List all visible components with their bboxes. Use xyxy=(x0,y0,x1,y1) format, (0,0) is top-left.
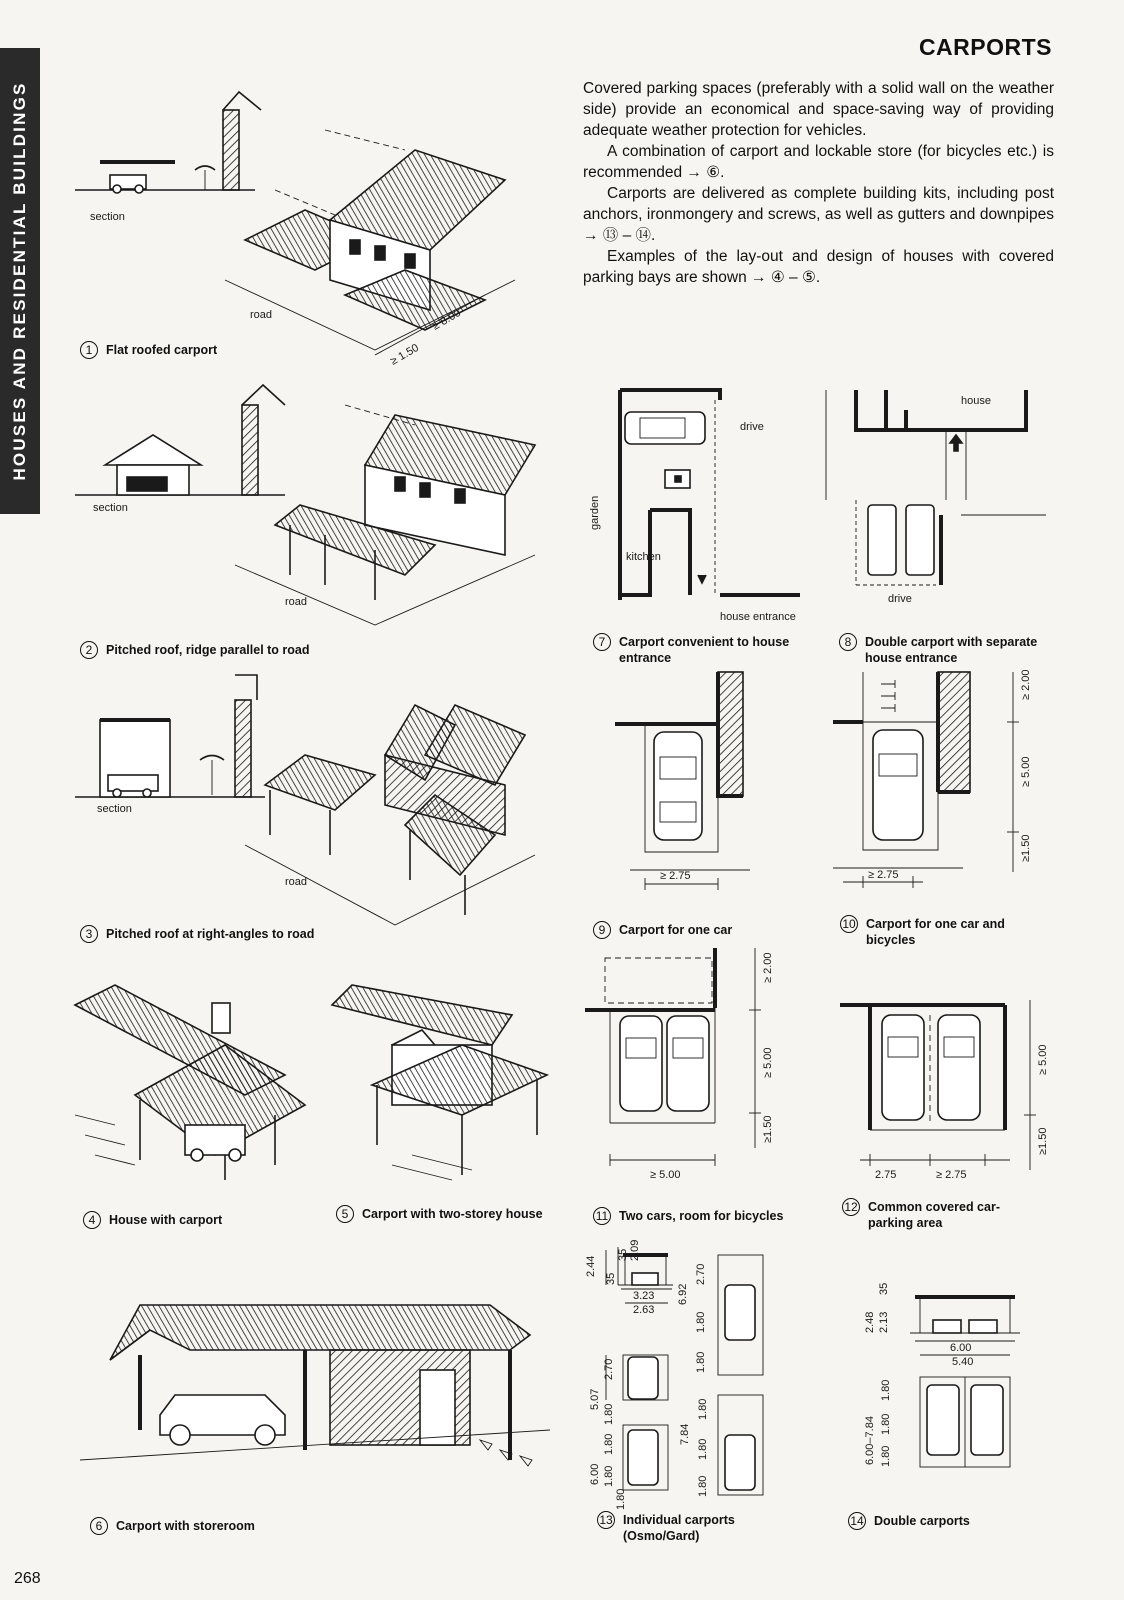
fig3-drawing xyxy=(75,675,535,925)
fig10-depth-c: ≥1.50 xyxy=(1020,834,1032,862)
figure-number: 4 xyxy=(83,1211,101,1229)
fig13-b2: 1.80 xyxy=(603,1403,615,1425)
fig14-dim-h2: 2.48 xyxy=(864,1311,876,1333)
figure-7-caption xyxy=(593,634,818,666)
figure-caption: House with carport xyxy=(109,1213,223,1227)
figure-number: 10 xyxy=(840,915,858,933)
fig7-drive-label: drive xyxy=(740,421,764,433)
fig14-length-2: 1.80 xyxy=(880,1413,892,1435)
intro-paragraph: Examples of the lay-out and design of houses with covered parking bays are shown → ④ – ⑤. xyxy=(583,248,1054,286)
fig13-c-total: 6.00 xyxy=(589,1463,601,1485)
fig13-c3: 1.80 xyxy=(615,1488,627,1510)
fig13-c1: 1.80 xyxy=(603,1433,615,1455)
fig14-length-3: 1.80 xyxy=(880,1445,892,1467)
fig10-drawing xyxy=(833,669,1048,907)
fig13-d2: 1.80 xyxy=(697,1438,709,1460)
fig13-dim-h1: 2.44 xyxy=(585,1255,597,1277)
figure-10-caption xyxy=(840,916,1040,948)
figure-caption: Pitched roof at right-angles to road xyxy=(106,927,315,941)
fig13-drawing xyxy=(585,1239,788,1510)
fig14-dim-w1: 6.00 xyxy=(950,1342,972,1354)
fig11-depth-c: ≥1.50 xyxy=(762,1115,774,1143)
fig9-width-dim: ≥ 2.75 xyxy=(660,870,691,882)
figure-caption: Double carports xyxy=(874,1514,970,1528)
figure-14-caption xyxy=(848,1513,970,1530)
figure-12-caption xyxy=(842,1199,1042,1231)
fig4-drawing xyxy=(75,985,305,1185)
section-tab xyxy=(0,48,40,514)
fig12-width-b: ≥ 2.75 xyxy=(936,1169,967,1181)
figure-number: 14 xyxy=(848,1512,866,1530)
intro-paragraph: A combination of carport and lockable store (for bicycles etc.) is recommended → ⑥. xyxy=(583,143,1054,181)
fig7-entrance-label: house entrance xyxy=(720,611,796,623)
fig7-drawing xyxy=(590,390,820,630)
fig13-a1: 2.70 xyxy=(695,1263,707,1285)
fig8-house-label: house xyxy=(961,395,991,407)
intro-paragraph: Covered parking spaces (preferably with a solid wall on the weather side) provide an economical and space-saving way of providing adequate weather protection for vehicles. xyxy=(583,80,1054,139)
figure-caption: Individual carports (Osmo/Gard) xyxy=(623,1513,735,1543)
fig13-d1: 1.80 xyxy=(697,1398,709,1420)
fig14-dim-w2: 5.40 xyxy=(952,1356,974,1368)
fig2-section-label: section xyxy=(93,502,128,514)
figure-2-caption xyxy=(80,642,310,659)
figure-6-caption xyxy=(90,1518,255,1535)
fig13-dim-w1: 3.23 xyxy=(633,1290,655,1302)
fig9-drawing xyxy=(590,672,820,907)
fig12-width-a: 2.75 xyxy=(875,1169,897,1181)
page-title: CARPORTS xyxy=(918,34,1052,60)
fig3-section-label: section xyxy=(97,803,132,815)
fig13-dim-h3: 35 xyxy=(617,1248,629,1261)
figure-number: 11 xyxy=(593,1207,611,1225)
figure-caption: Carport for one car and bicycles xyxy=(866,917,1005,947)
fig13-dim-h4: 2.09 xyxy=(629,1239,641,1261)
figure-4-caption xyxy=(83,1212,222,1229)
figure-5-caption xyxy=(336,1206,546,1223)
figure-caption: Carport convenient to house entrance xyxy=(619,635,790,665)
fig3-road-label: road xyxy=(285,876,308,888)
fig1-dim-width: ≥ 1.50 xyxy=(388,341,421,368)
fig8-drawing xyxy=(826,390,1046,615)
fig14-length-total: 6.00–7.84 xyxy=(864,1416,876,1465)
fig13-a2: 1.80 xyxy=(695,1311,707,1333)
fig13-c2: 1.80 xyxy=(603,1465,615,1487)
fig14-length-1: 1.80 xyxy=(880,1379,892,1401)
fig10-depth-b: ≥ 5.00 xyxy=(1020,756,1032,787)
fig14-dim-h1: 35 xyxy=(878,1282,890,1295)
fig13-dim-w2: 2.63 xyxy=(633,1304,655,1316)
fig6-drawing xyxy=(80,1300,550,1480)
fig14-drawing xyxy=(865,1275,1040,1495)
figure-caption: Common covered car-parking area xyxy=(868,1200,1000,1230)
figure-number: 3 xyxy=(80,925,98,943)
fig13-d-total: 7.84 xyxy=(679,1423,691,1445)
figure-number: 9 xyxy=(593,921,611,939)
figure-8-caption xyxy=(839,634,1049,666)
fig13-a3: 1.80 xyxy=(695,1351,707,1373)
fig5-drawing xyxy=(332,985,557,1190)
fig1-road-label: road xyxy=(250,309,273,321)
fig1-drawing xyxy=(75,90,515,380)
figure-caption: Pitched roof, ridge parallel to road xyxy=(106,643,310,657)
fig10-depth-a: ≥ 2.00 xyxy=(1020,669,1032,700)
intro-paragraph: Carports are delivered as complete building kits, including post anchors, ironmongery and screws, as well as gutters and downpipes → ⑬ – ⑭. xyxy=(583,185,1054,244)
figure-number: 6 xyxy=(90,1517,108,1535)
figure-caption: Carport with storeroom xyxy=(116,1519,255,1533)
fig10-width-dim: ≥ 2.75 xyxy=(868,869,899,881)
figure-number: 8 xyxy=(839,633,857,651)
fig13-dim-h2: 35 xyxy=(605,1272,617,1285)
figure-1-caption xyxy=(80,342,217,359)
figure-number: 2 xyxy=(80,641,98,659)
fig12-depth-a: ≥ 5.00 xyxy=(1037,1044,1049,1075)
figure-number: 1 xyxy=(80,341,98,359)
figure-13-caption xyxy=(597,1512,797,1544)
figure-number: 5 xyxy=(336,1205,354,1223)
fig7-kitchen-label: kitchen xyxy=(626,551,661,563)
fig14-dim-h3: 2.13 xyxy=(878,1311,890,1333)
fig1-dim-length: ≥ 8.00 xyxy=(430,306,463,333)
fig11-depth-a: ≥ 2.00 xyxy=(762,952,774,983)
fig13-d3: 1.80 xyxy=(697,1475,709,1497)
figure-caption: Carport for one car xyxy=(619,923,733,937)
fig13-a-total: 6.92 xyxy=(677,1283,689,1305)
fig13-b-total: 5.07 xyxy=(589,1388,601,1410)
fig8-drive-label: drive xyxy=(888,593,912,605)
page-number: 268 xyxy=(14,1570,41,1587)
figure-3-caption xyxy=(80,926,314,943)
figure-number: 12 xyxy=(842,1198,860,1216)
fig11-drawing xyxy=(585,948,810,1198)
figure-11-caption xyxy=(593,1208,783,1225)
fig11-depth-b: ≥ 5.00 xyxy=(762,1047,774,1078)
section-tab-label: HOUSES AND RESIDENTIAL BUILDINGS xyxy=(10,81,29,481)
fig13-b1: 2.70 xyxy=(603,1358,615,1380)
figure-number: 7 xyxy=(593,633,611,651)
figure-9-caption xyxy=(593,922,732,939)
fig2-drawing xyxy=(75,385,535,625)
fig12-drawing xyxy=(840,1000,1050,1200)
fig11-width-dim: ≥ 5.00 xyxy=(650,1169,681,1181)
intro-text xyxy=(583,78,1054,288)
figure-caption: Flat roofed carport xyxy=(106,343,218,357)
figure-number: 13 xyxy=(597,1511,615,1529)
fig2-road-label: road xyxy=(285,596,308,608)
fig7-garden-label: garden xyxy=(589,495,601,530)
fig12-depth-b: ≥1.50 xyxy=(1037,1127,1049,1155)
fig1-section-label: section xyxy=(90,211,125,223)
figure-caption: Carport with two-storey house xyxy=(362,1207,543,1221)
figure-caption: Double carport with separate house entrance xyxy=(865,635,1038,665)
figure-caption: Two cars, room for bicycles xyxy=(619,1209,784,1223)
